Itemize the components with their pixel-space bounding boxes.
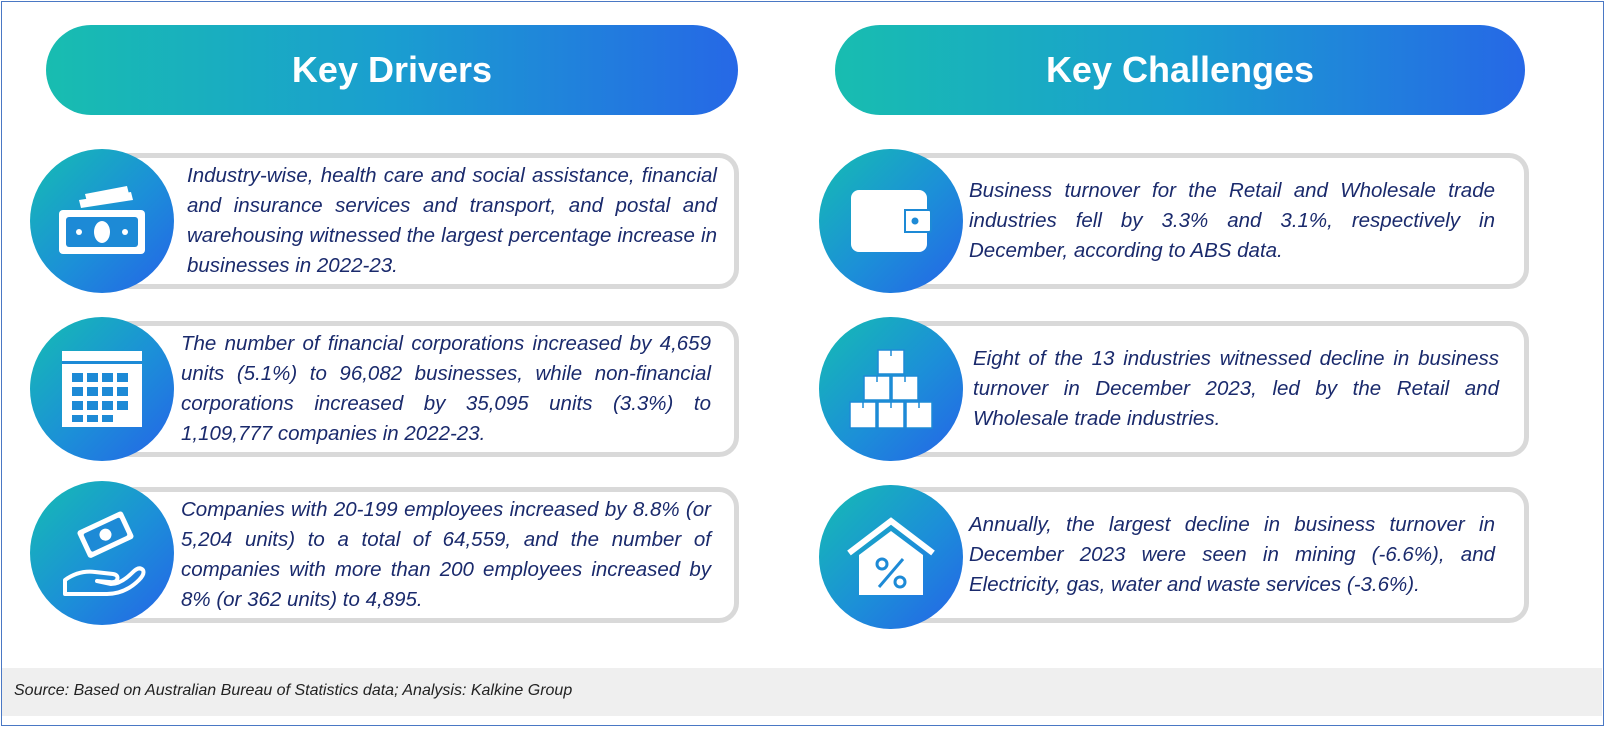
challenge-card-3 [888, 487, 1529, 623]
challenge-text-1: Business turnover for the Retail and Wholesale trade industries fell by 3.3% and 3.1%, respectively in December, according to ABS data. [969, 179, 1495, 262]
driver-text-3: Companies with 20-199 employees increased by 8.8% (or 5,204 units) to a total of 64,559, and the number of companies with more than 200 employees increased by 8% (or 362 units) to 4,895. [181, 498, 711, 611]
driver-card-3 [98, 487, 739, 623]
driver-text-1: Industry-wise, health care and social assistance, financial and insurance services and transport, and postal and warehousing witnessed the largest percentage increase in businesses in 2022-23. [187, 164, 717, 277]
calendar-icon [30, 317, 174, 461]
driver-card-2 [98, 321, 739, 457]
boxes-icon [819, 317, 963, 461]
key-drivers-title: Key Drivers [291, 49, 493, 90]
house-percent-icon [819, 485, 963, 629]
key-drivers-header [46, 25, 738, 115]
hand-money-icon [30, 481, 174, 625]
source-footer [2, 668, 1602, 716]
driver-card-1 [98, 153, 739, 289]
challenge-card-1 [888, 153, 1529, 289]
source-text: Source: Based on Australian Bureau of Statistics data; Analysis: Kalkine Group [14, 682, 573, 699]
driver-text-2: The number of financial corporations increased by 4,659 units (5.1%) to 96,082 businesses, while non-financial corporations increased by 35,095 units (3.3%) to 1,109,777 companies in 2022-23. [181, 332, 711, 445]
challenge-text-2: Eight of the 13 industries witnessed decline in business turnover in December 2023, led by the Retail and Wholesale trade industries. [973, 347, 1499, 430]
key-challenges-header [835, 25, 1525, 115]
challenge-text-3: Annually, the largest decline in business turnover in December 2023 were seen in mining (-6.6%), and Electricity, gas, water and waste services (-3.6%). [969, 513, 1495, 596]
money-icon [30, 149, 174, 293]
challenge-card-2 [888, 321, 1529, 457]
key-challenges-title: Key Challenges [1045, 49, 1315, 90]
wallet-icon [819, 149, 963, 293]
